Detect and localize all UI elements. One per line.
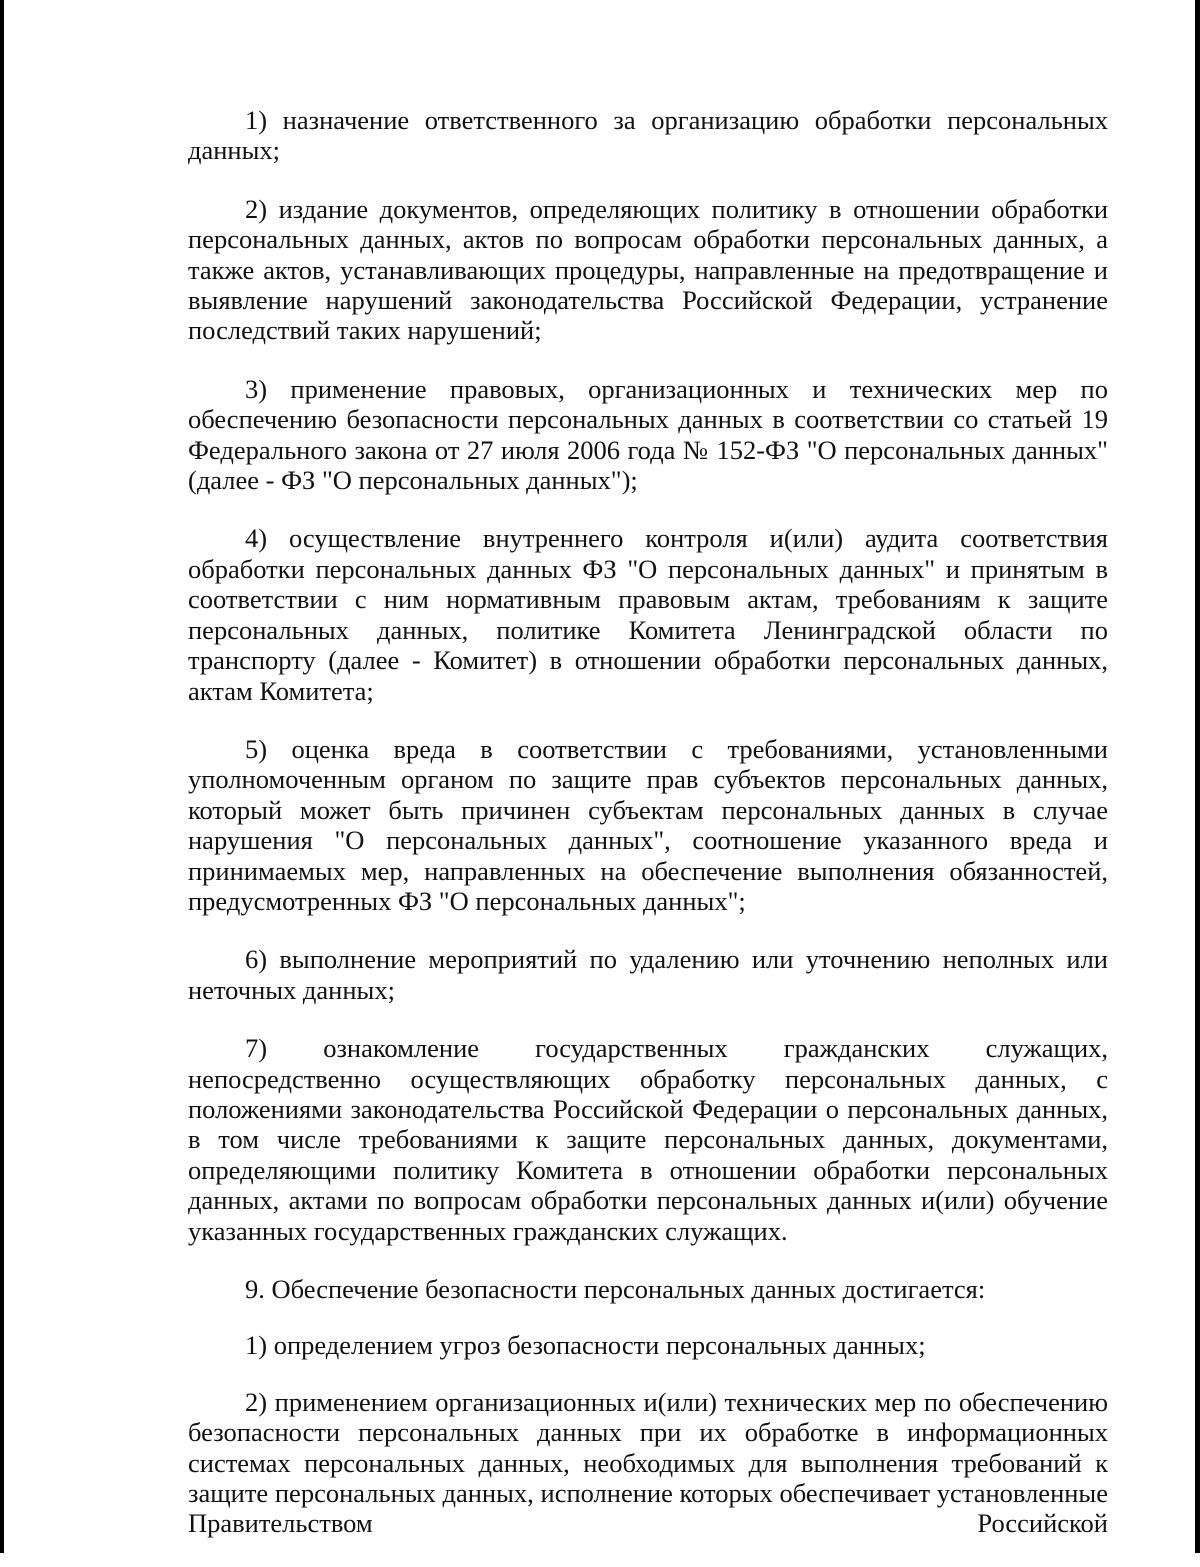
paragraph-7-item-7: 7) ознакомление государственных гражданских служащих, непосредственно осуществляющих обработку персональных данных, с положениями законодательства Российской Федерации о персональных данных, в том числе требованиями к защите персональных данных, документами, определяющими политику Комитета в отношении обработки персональных данных, актами по вопросам обработки персональных данных и(или) обучение указанных государственных гражданских служащих.: [188, 1033, 1108, 1246]
paragraph-6-item-6: 6) выполнение мероприятий по удалению или уточнению неполных или неточных данных;: [188, 944, 1108, 1005]
scan-border-left: [0, 0, 4, 1553]
paragraph-5-item-5: 5) оценка вреда в соответствии с требованиями, установленными уполномоченным органом по защите прав субъектов персональных данных, который может быть причинен субъектам персональных данных в случае нарушения "О персональных данных", соотношение указанного вреда и принимаемых мер, направленных на обеспечение выполнения обязанностей, предусмотренных ФЗ "О персональных данных";: [188, 733, 1108, 916]
document-body: [188, 105, 1108, 1567]
paragraph-1-item-1: 1) назначение ответственного за организацию обработки персональных данных;: [188, 105, 1108, 166]
paragraph-10-section-9-item-2: 2) применением организационных и(или) технических мер по обеспечению безопасности персональных данных при их обработке в информационных системах персональных данных, необходимых для выполнения требований к защите персональных данных, исполнение которых обеспечивает установленные Правительством Российской: [188, 1386, 1108, 1539]
paragraph-9-section-9-item-1: 1) определением угроз безопасности персональных данных;: [245, 1330, 926, 1361]
paragraph-3-item-3: 3) применение правовых, организационных и технических мер по обеспечению безопасности персональных данных в соответствии со статьей 19 Федерального закона от 27 июля 2006 года № 152-ФЗ "О персональных данных" (далее - ФЗ "О персональных данных");: [188, 373, 1108, 496]
paragraph-4-item-4: 4) осуществление внутреннего контроля и(или) аудита соответствия обработки персональных данных ФЗ "О персональных данных" и принятым в соответствии с ним нормативным правовым актам, требованиям к защите персональных данных, политике Комитета Ленинградской области по транспорту (далее - Комитет) в отношении обработки персональных данных, актам Комитета;: [188, 523, 1108, 706]
scan-border-right: [1195, 0, 1200, 1553]
paragraph-2-item-2: 2) издание документов, определяющих политику в отношении обработки персональных данных, актов по вопросам обработки персональных данных, а также актов, устанавливающих процедуры, направленные на предотвращение и выявление нарушений законодательства Российской Федерации, устранение последствий таких нарушений;: [188, 193, 1108, 346]
paragraph-8-section-9-heading: 9. Обеспечение безопасности персональных данных достигается:: [245, 1274, 986, 1304]
